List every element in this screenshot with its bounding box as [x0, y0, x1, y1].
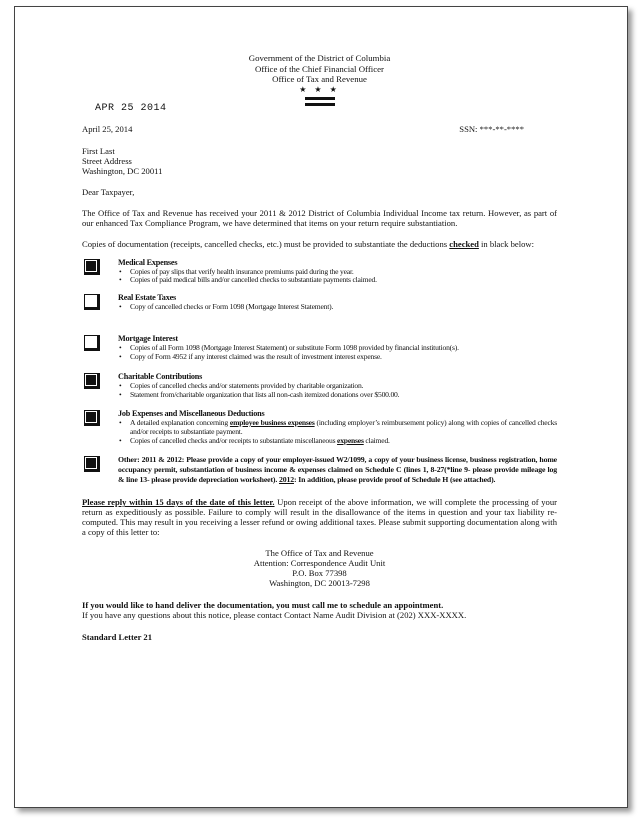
- item-bullet: • Copies of paid medical bills and/or cancelled checks to substantiate payments claimed.: [118, 276, 557, 285]
- letter-date: April 25, 2014: [82, 123, 133, 134]
- address-line: Washington, DC 20011: [82, 165, 163, 176]
- item-title: Job Expenses and Miscellaneous Deductions: [118, 409, 265, 419]
- documentation-request: [82, 239, 557, 249]
- office-address-line: Attention: Correspondence Audit Unit: [253, 558, 386, 569]
- item-bullet: • Copies of pay slips that verify health insurance premiums paid during the year.: [118, 268, 557, 277]
- item-bullet: • Copies of all Form 1098 (Mortgage Interest Statement) or substitute Form 1098 provided by financial institution(s).: [118, 344, 557, 353]
- item-bullet: [118, 419, 557, 437]
- checkbox-charitable-contributions[interactable]: [84, 373, 100, 389]
- checkbox-job-expenses[interactable]: [84, 410, 100, 426]
- checkbox-real-estate-taxes[interactable]: [84, 294, 100, 310]
- bullet-text: Copies of cancelled checks and/or receipts to substantiate miscellaneous: [130, 435, 338, 445]
- salutation: Dear Taxpayer,: [82, 186, 135, 197]
- deduction-items: [82, 258, 557, 485]
- agency-line-1: Government of the District of Columbia: [248, 53, 391, 63]
- office-address-line: The Office of Tax and Revenue: [265, 548, 374, 559]
- item-title: Medical Expenses: [118, 257, 178, 267]
- item-bullet: [118, 437, 557, 446]
- letter-page: [14, 6, 628, 808]
- item-medical-expenses: [82, 258, 557, 286]
- dc-flag-bars-icon: [305, 97, 335, 106]
- reply-body: Upon receipt of the above information, we will complete the processing of your return as expeditiously as possible. Failure to comply will result in the disallowance of the items in question and your tax liability re-computed. This may result in you receiving a lesser refund or owing additional taxes. Please submit supporting documentation along with a copy of this letter to:: [82, 497, 557, 538]
- other-request-text: [118, 455, 557, 484]
- ssn: SSN: ***-**-****: [459, 123, 524, 134]
- received-date-stamp: APR 25 2014: [95, 103, 167, 114]
- item-bullet: • Copies of cancelled checks and/or statements provided by charitable organization.: [118, 382, 557, 391]
- checkbox-mortgage-interest[interactable]: [84, 335, 100, 351]
- other-year: 2012: [278, 474, 294, 484]
- documentation-request-end: in black below:: [478, 238, 535, 249]
- item-other: [82, 455, 557, 484]
- letter-content: [82, 53, 557, 642]
- dc-flag-stars-icon: ★ ★ ★: [299, 84, 340, 94]
- address-line: Street Address: [82, 155, 132, 166]
- item-bullet: • Copy of Form 4952 if any interest claimed was the result of investment interest expense.: [118, 353, 557, 362]
- agency-line-2: Office of the Chief Financial Officer: [255, 63, 384, 74]
- office-address-line: P.O. Box 77398: [292, 568, 347, 579]
- item-bullet: • Statement from/charitable organization that lists all non-cash itemized donations over $500.00.: [118, 391, 557, 400]
- item-bullet: • Copy of cancelled checks or Form 1098 (Mortgage Interest Statement).: [118, 303, 557, 312]
- bullet-text: (including employer’s reimbursement policy) along with copies of cancelled checks and/or receipts to substantiate payment.: [130, 418, 557, 436]
- item-job-expenses: [82, 409, 557, 445]
- hand-deliver-text: If you would like to hand deliver the documentation, you must call me to schedule an appointment.: [82, 600, 444, 611]
- agency-header: [82, 53, 557, 85]
- bullet-emphasis: expenses: [337, 435, 364, 445]
- item-title: Mortgage Interest: [118, 333, 178, 343]
- item-title: Real Estate Taxes: [118, 293, 177, 303]
- bullet-text: A detailed explanation concerning: [130, 418, 230, 428]
- reply-deadline: Please reply within 15 days of the date of this letter.: [82, 497, 275, 508]
- bullet-emphasis: employee business expenses: [229, 418, 315, 428]
- hand-deliver-note: [82, 600, 557, 620]
- item-real-estate-taxes: [82, 293, 557, 312]
- standard-letter-id: Standard Letter 21: [82, 632, 153, 643]
- item-mortgage-interest: [82, 334, 557, 362]
- date-row: [82, 124, 557, 134]
- checkbox-other[interactable]: [84, 456, 100, 472]
- bullet-text: claimed.: [363, 435, 390, 445]
- contact-text: If you have any questions about this notice, please contact Contact Name Audit Division at (202) XXX-XXXX.: [82, 610, 467, 621]
- other-text-b: : In addition, please provide proof of Schedule H (see attached).: [293, 474, 496, 484]
- other-text-a: Other: 2011 & 2012: Please provide a copy of your employer-issued W2/1099, a copy of your business license, business registration, home occupancy permit, substantiation of business income & expenses claimed on Schedule C (lines 1, 8-27(*line 9- please provide mileage log & line 13- please provide depreciation worksheet).: [118, 455, 557, 484]
- recipient-address: [82, 146, 557, 176]
- agency-line-3: Office of Tax and Revenue: [272, 74, 367, 84]
- reply-paragraph: [82, 497, 557, 537]
- intro-paragraph: The Office of Tax and Revenue has received your 2011 & 2012 District of Columbia Individual Income tax return. However, as part of our enhanced Tax Compliance Program, we have determined that items on your return require substantiation.: [82, 207, 557, 228]
- documentation-request-text: Copies of documentation (receipts, cancelled checks, etc.) must be provided to substantiate the deductions: [82, 238, 448, 249]
- address-line: First Last: [82, 145, 115, 156]
- checked-word: checked: [449, 238, 479, 249]
- item-charitable-contributions: [82, 372, 557, 400]
- office-address: [82, 548, 557, 588]
- item-title: Charitable Contributions: [118, 372, 203, 382]
- office-address-line: Washington, DC 20013-7298: [269, 578, 370, 589]
- checkbox-medical-expenses[interactable]: [84, 259, 100, 275]
